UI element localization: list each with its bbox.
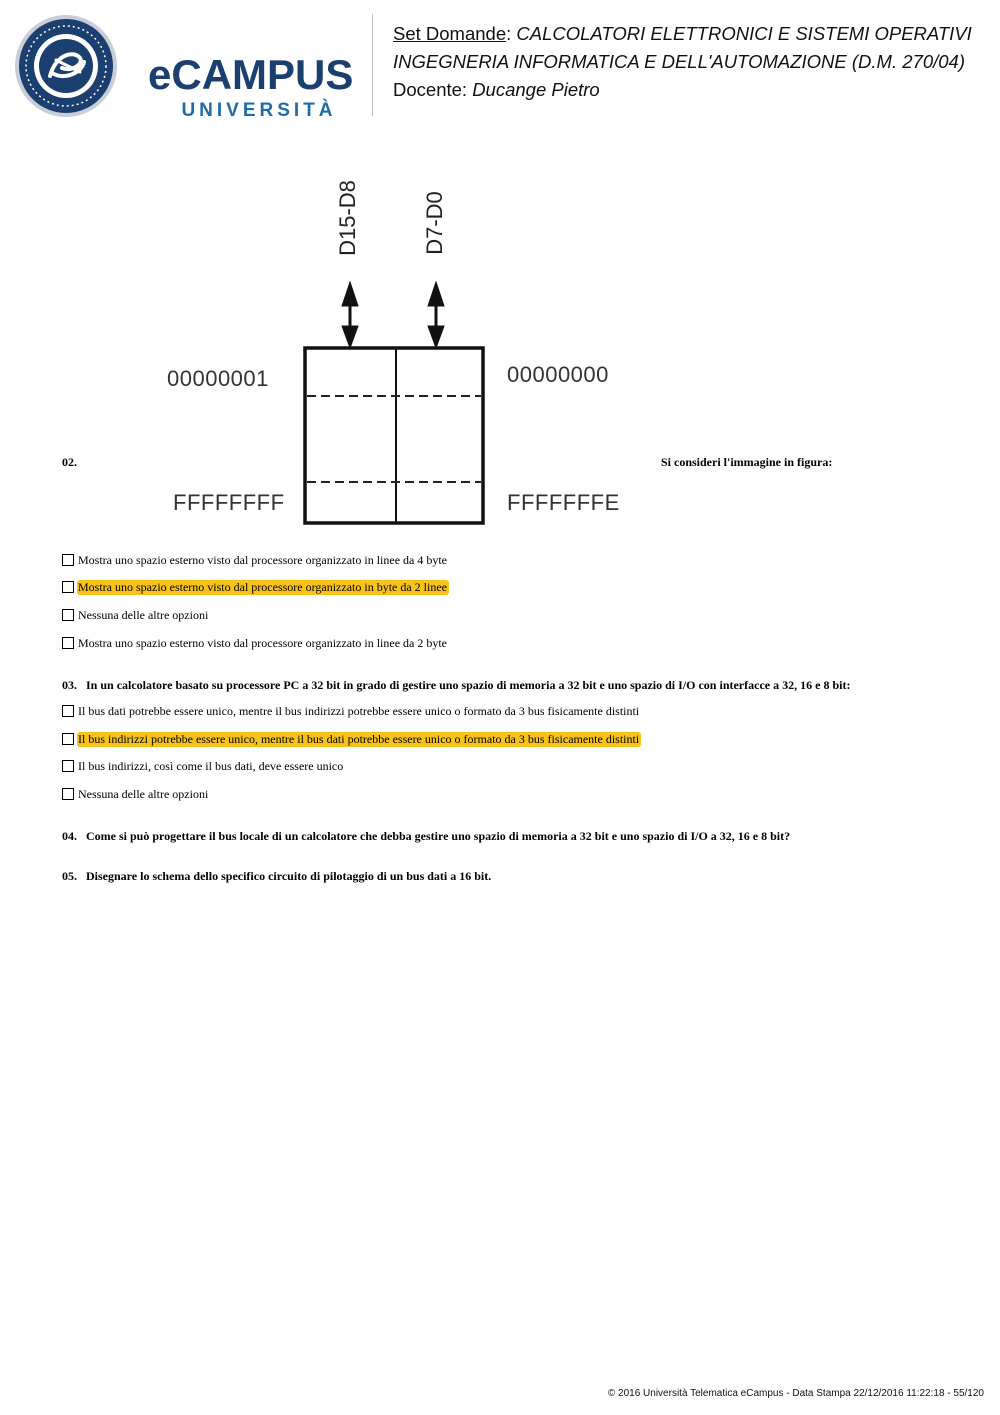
logo-brand: eCAMPUS xyxy=(148,51,354,98)
question-03 xyxy=(62,678,850,693)
option-label: Nessuna delle altre opzioni xyxy=(78,786,209,801)
course-title: CALCOLATORI ELETTRONICI E SISTEMI OPERATIVI xyxy=(516,23,972,44)
checkbox[interactable] xyxy=(62,760,74,772)
logo-subtitle: UNIVERSITÀ xyxy=(181,100,337,121)
bus-low-arrow xyxy=(428,282,444,348)
question-03-option-2[interactable] xyxy=(62,731,641,747)
teacher-label: Docente: xyxy=(393,79,468,100)
option-label: Il bus indirizzi, così come il bus dati, deve essere unico xyxy=(78,758,344,773)
bus-high-arrow xyxy=(342,282,358,348)
option-label: Mostra uno spazio esterno visto dal processore organizzato in linee da 2 byte xyxy=(78,635,448,650)
question-04-text: Come si può progettare il bus locale di un calcolatore che debba gestire uno spazio di memoria a 32 bit e uno spazio di I/O a 32, 16 e 8 bit? xyxy=(86,829,791,843)
option-label: Nessuna delle altre opzioni xyxy=(78,607,209,622)
header-info xyxy=(393,20,993,104)
checkbox[interactable] xyxy=(62,609,74,621)
question-02-option-3[interactable] xyxy=(62,607,210,623)
memory-box xyxy=(305,348,483,523)
memory-figure xyxy=(150,160,650,540)
teacher-name: Ducange Pietro xyxy=(472,79,600,100)
bus-low-label: D7-D0 xyxy=(422,191,447,255)
option-label-highlighted: Mostra uno spazio esterno visto dal processore organizzato in byte da 2 linee xyxy=(78,579,448,594)
question-02-option-2[interactable] xyxy=(62,579,449,595)
set-label: Set Domande xyxy=(393,23,507,44)
addr-top-right: 00000000 xyxy=(507,362,609,387)
teacher-line xyxy=(393,76,993,104)
checkbox[interactable] xyxy=(62,554,74,566)
addr-top-left: 00000001 xyxy=(167,366,269,391)
question-05-text: Disegnare lo schema dello specifico circuito di pilotaggio di un bus dati a 16 bit. xyxy=(86,869,492,883)
checkbox[interactable] xyxy=(62,637,74,649)
checkbox[interactable] xyxy=(62,705,74,717)
ecampus-seal-icon xyxy=(14,14,118,118)
option-label: Mostra uno spazio esterno visto dal processore organizzato in linee da 4 byte xyxy=(78,552,448,567)
checkbox[interactable] xyxy=(62,788,74,800)
question-03-option-4[interactable] xyxy=(62,786,210,802)
question-03-text: In un calcolatore basato su processore PC a 32 bit in grado di gestire uno spazio di memoria a 32 bit e uno spazio di I/O con interfacce a 32, 16 e 8 bit: xyxy=(86,678,851,692)
option-label-highlighted: Il bus indirizzi potrebbe essere unico, mentre il bus dati potrebbe essere unico o formato da 3 bus fisicamente distinti xyxy=(78,731,640,746)
question-04 xyxy=(62,829,790,844)
degree-title: INGEGNERIA INFORMATICA E DELL'AUTOMAZIONE (D.M. 270/04) xyxy=(393,51,965,72)
question-03-number: 03. xyxy=(62,678,77,692)
question-05-number: 05. xyxy=(62,869,77,883)
question-03-option-3[interactable] xyxy=(62,758,345,774)
bus-high-label: D15-D8 xyxy=(335,180,360,256)
checkbox[interactable] xyxy=(62,581,74,593)
question-02-number: 02. xyxy=(62,455,77,469)
question-02-text: Si consideri l'immagine in figura: xyxy=(661,455,833,469)
header-divider xyxy=(372,14,373,116)
question-05 xyxy=(62,869,491,884)
university-logo xyxy=(14,14,364,121)
course-line: Set Domande: CALCOLATORI ELETTRONICI E SISTEMI OPERATIVI xyxy=(393,23,972,44)
question-04-number: 04. xyxy=(62,829,77,843)
memory-diagram xyxy=(150,160,650,540)
page-footer: © 2016 Università Telematica eCampus - Data Stampa 22/12/2016 11:22:18 - 55/120 xyxy=(607,1388,984,1399)
addr-bottom-left: FFFFFFFF xyxy=(173,490,285,515)
checkbox[interactable] xyxy=(62,733,74,745)
addr-bottom-right: FFFFFFFE xyxy=(507,490,620,515)
question-02-option-1[interactable] xyxy=(62,552,449,568)
option-label: Il bus dati potrebbe essere unico, mentre il bus indirizzi potrebbe essere unico o formato da 3 bus fisicamente distinti xyxy=(78,703,640,718)
question-02-option-4[interactable] xyxy=(62,635,449,651)
question-03-option-1[interactable] xyxy=(62,703,641,719)
